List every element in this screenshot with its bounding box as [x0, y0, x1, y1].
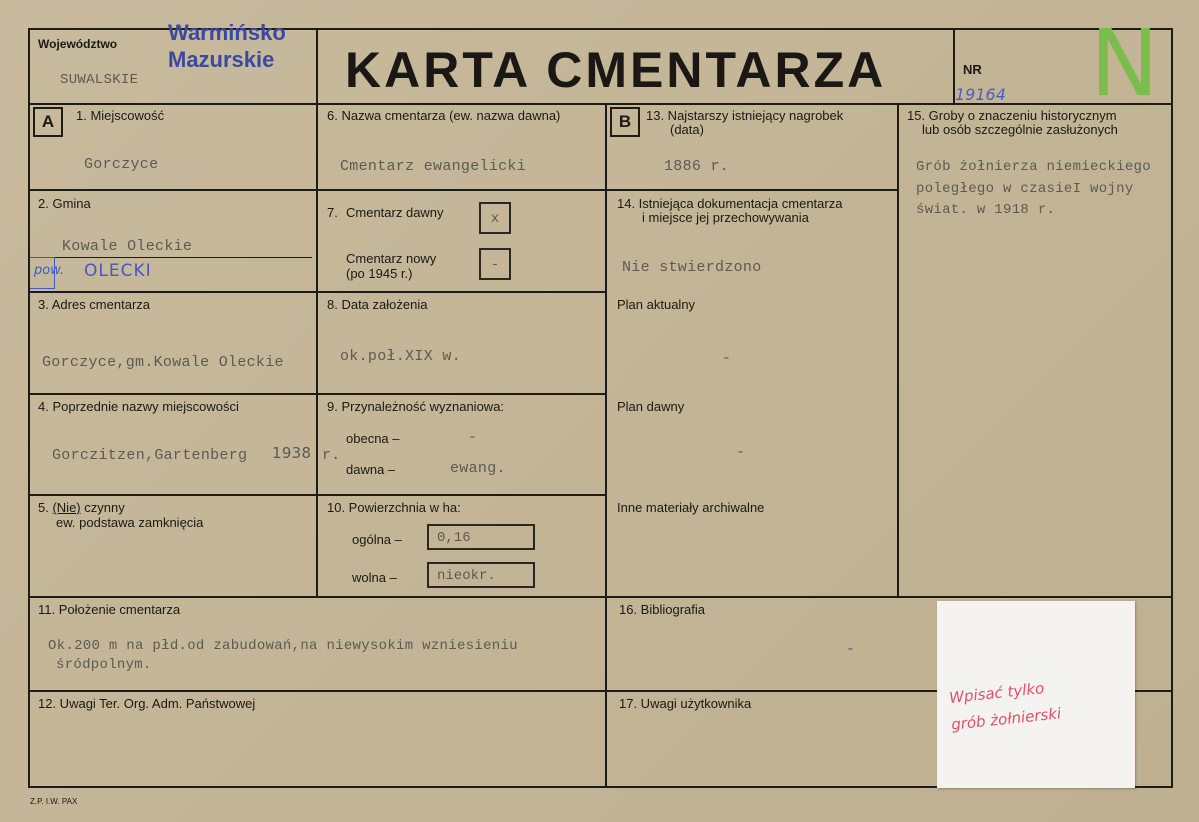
f7-old-mark: x	[490, 211, 500, 227]
f13-label-line1: 13. Najstarszy istniejący nagrobek	[646, 108, 844, 123]
f5-label-line2: ew. podstawa zamknięcia	[56, 515, 204, 530]
f1-value: Gorczyce	[84, 156, 159, 173]
corner-letter-n: N	[1090, 10, 1159, 117]
plan-old-value: -	[736, 444, 746, 461]
f5-label: 5. (Nie) czynny	[38, 500, 125, 515]
f5-czynny: czynny	[84, 500, 125, 515]
f7-new-label: Cmentarz nowy (po 1945 r.)	[346, 251, 437, 281]
f15-value-line3: świat. w 1918 r.	[916, 202, 1056, 218]
f4-year: 1938	[272, 444, 312, 462]
col-divider-c	[897, 103, 899, 597]
f2-handwritten-value: OLECKI	[84, 261, 152, 281]
f7-old-label: Cmentarz dawny	[346, 205, 444, 220]
f13-label-line2: (data)	[670, 122, 704, 137]
f6-label: 6. Nazwa cmentarza (ew. nazwa dawna)	[327, 108, 561, 123]
f2-value: Kowale Oleckie	[62, 238, 193, 255]
nr-value: 19164	[955, 85, 1006, 104]
f10-total-field[interactable]	[427, 524, 535, 550]
header-col-divider-1	[316, 28, 318, 105]
col-divider-a	[316, 103, 318, 597]
nr-label: NR	[963, 62, 982, 77]
f4-label: 4. Poprzednie nazwy miejscowości	[38, 399, 239, 414]
wojewodztwo-label: Województwo	[38, 37, 118, 51]
f14-label-line1: 14. Istniejąca dokumentacja cmentarza	[617, 196, 843, 211]
section-b-marker: B	[610, 107, 640, 137]
f14-value: Nie stwierdzono	[622, 259, 762, 276]
f14-label-line2: i miejsce jej przechowywania	[642, 210, 809, 225]
row-divider-1	[28, 189, 897, 191]
f5-nie: (Nie)	[52, 500, 81, 515]
f1-label: 1. Miejscowość	[76, 108, 165, 123]
f16-label: 16. Bibliografia	[619, 602, 705, 617]
printer-imprint: Z.P. I.W. PAX	[30, 797, 78, 806]
f6-value: Cmentarz ewangelicki	[340, 158, 527, 175]
f2-handwritten-prefix: pow.	[34, 263, 65, 278]
sticky-note-line-2: grób żołnierski	[950, 704, 1062, 734]
f9-former-value: ewang.	[450, 460, 506, 477]
f10-free-label: wolna –	[352, 570, 397, 585]
f9-current-label: obecna –	[346, 431, 400, 446]
row-divider-5	[28, 596, 1173, 598]
sticky-note-line-1: Wpisać tylko	[948, 679, 1046, 707]
f10-total-label: ogólna –	[352, 532, 402, 547]
wojewodztwo-value: SUWALSKIE	[60, 72, 139, 88]
f12-label: 12. Uwagi Ter. Org. Adm. Państwowej	[38, 696, 256, 711]
f7-new-mark: -	[490, 257, 500, 273]
f9-current-value: -	[468, 429, 478, 446]
f3-value: Gorczyce,gm.Kowale Oleckie	[42, 354, 284, 371]
f4-value: Gorczitzen,Gartenberg	[52, 447, 248, 464]
f2-underline	[36, 257, 312, 258]
f2-label: 2. Gmina	[38, 196, 91, 211]
border-right	[1171, 28, 1173, 788]
border-left	[28, 28, 30, 788]
f7-old-checkbox[interactable]	[479, 202, 511, 234]
f8-value: ok.poł.XIX w.	[340, 348, 461, 365]
f3-label: 3. Adres cmentarza	[38, 297, 150, 312]
f7-new-checkbox[interactable]	[479, 248, 511, 280]
f11-label: 11. Położenie cmentarza	[38, 602, 181, 617]
col-divider-b	[605, 103, 607, 788]
f15-label-line2: lub osób szczególnie zasłużonych	[922, 122, 1118, 137]
f10-free-field[interactable]	[427, 562, 535, 588]
row-divider-3-left	[28, 393, 607, 395]
f13-value: 1886 r.	[664, 158, 730, 175]
f10-label: 10. Powierzchnia w ha:	[327, 500, 461, 515]
f7-label: 7.	[327, 205, 338, 220]
row-divider-2-left	[28, 291, 607, 293]
f9-label: 9. Przynależność wyznaniowa:	[327, 399, 505, 414]
sticky-note	[937, 601, 1135, 788]
f10-total-value: 0,16	[437, 530, 471, 546]
f15-value-line1: Grób żołnierza niemieckiego	[916, 159, 1151, 175]
row-divider-4-left	[28, 494, 607, 496]
stamp-line-1: Warmińsko	[168, 20, 286, 45]
f11-value-line1: Ok.200 m na płd.od zabudowań,na niewysokim wzniesieniu	[48, 638, 518, 654]
f15-value-line2: poległego w czasieI wojny	[916, 181, 1134, 197]
plan-current-label: Plan aktualny	[617, 297, 696, 312]
f11-value-line2: śródpolnym.	[56, 657, 152, 673]
f16-value: -	[846, 641, 856, 658]
f15-label-line1: 15. Groby o znaczeniu historycznym	[907, 108, 1117, 123]
other-archives-label: Inne materiały archiwalne	[617, 500, 765, 515]
f9-former-label: dawna –	[346, 462, 396, 477]
plan-current-value: -	[722, 350, 732, 367]
f8-label: 8. Data założenia	[327, 297, 428, 312]
f10-free-value: nieokr.	[437, 568, 496, 584]
f17-label: 17. Uwagi użytkownika	[619, 696, 752, 711]
plan-old-label: Plan dawny	[617, 399, 685, 414]
stamp-line-2: Mazurskie	[168, 47, 275, 72]
f4-suffix: r.	[322, 447, 341, 464]
card-title: KARTA CMENTARZA	[345, 42, 887, 98]
section-a-marker: A	[33, 107, 63, 137]
